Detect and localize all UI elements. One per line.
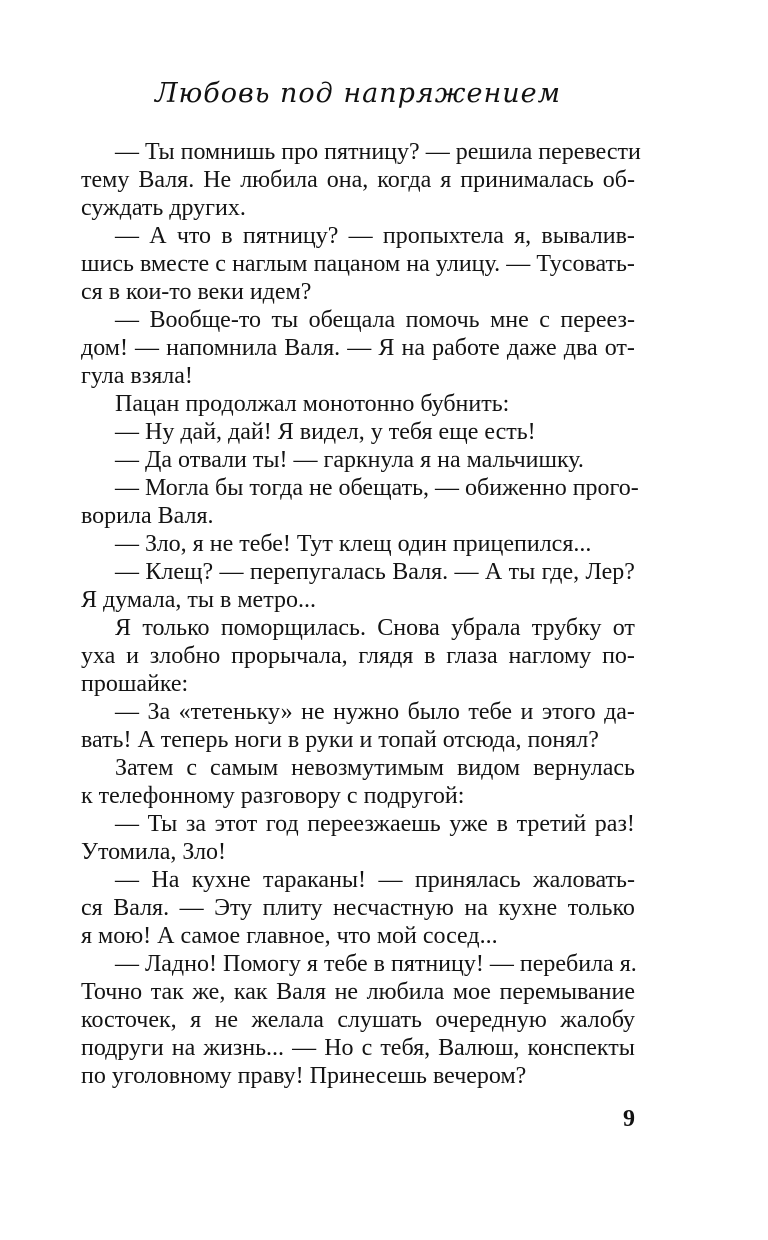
text-line: шись вместе с наглым пацаном на улицу. — Тусовать- [81,251,635,277]
text-line: вать! А теперь ноги в руки и топай отсюда, понял? [81,727,599,753]
text-line: Пацан продолжал монотонно бубнить: [115,391,510,417]
text-line: Я только поморщилась. Снова убрала трубку от [115,615,635,641]
paragraph [81,138,641,222]
paragraph [81,418,635,446]
text-line: — На кухне тараканы! — принялась жаловать- [115,867,635,893]
text-line: — Зло, я не тебе! Тут клещ один прицепился... [115,531,592,557]
text-line: — Могла бы тогда не обещать, — обиженно прого- [115,475,639,501]
text-line: подруги на жизнь... — Но с тебя, Валюш, конспекты [81,1035,635,1061]
text-line: — Ну дай, дай! Я видел, у тебя еще есть! [115,419,536,445]
text-line: прошайке: [81,671,189,697]
paragraph [81,390,635,418]
paragraph [81,474,639,530]
text-line: гула взяла! [81,363,193,389]
text-line: Утомила, Зло! [81,839,227,865]
text-line: Я думала, ты в метро... [81,587,316,613]
paragraph [81,306,635,390]
text-line: — За «тетеньку» не нужно было тебе и этого да- [115,699,635,725]
text-line: — Ты за этот год переезжаешь уже в третий раз! [115,811,635,837]
paragraph [81,866,635,950]
text-line: ся в кои-то веки идем? [81,279,312,305]
paragraph [81,222,635,306]
text-line: — Да отвали ты! — гаркнула я на мальчишку. [115,447,584,473]
text-line: уха и злобно прорычала, глядя в глаза наглому по- [81,643,635,669]
page-text-block [81,138,641,1090]
text-line: Затем с самым невозмутимым видом вернулась [115,755,635,781]
paragraph [81,754,635,810]
paragraph [81,446,635,474]
paragraph [81,810,635,866]
paragraph [81,614,635,698]
text-line: — А что в пятницу? — пропыхтела я, вывалив- [115,223,635,249]
text-line: Точно так же, как Валя не любила мое перемывание [81,979,635,1005]
text-line: косточек, я не желала слушать очередную жалобу [81,1007,635,1033]
text-line: ворила Валя. [81,503,214,529]
text-line: по уголовному праву! Принесешь вечером? [81,1063,527,1089]
text-line: ся Валя. — Эту плиту несчастную на кухне только [81,895,635,921]
text-line: дом! — напомнила Валя. — Я на работе даже два от- [81,335,635,361]
paragraph [81,558,635,614]
paragraph [81,530,635,558]
paragraph [81,698,635,754]
text-line: — Клещ? — перепугалась Валя. — А ты где, Лер? [115,559,635,585]
text-line: тему Валя. Не любила она, когда я принималась об- [81,167,635,193]
page-number: 9 [623,1106,635,1132]
text-line: — Ладно! Помогу я тебе в пятницу! — перебила я. [115,951,637,977]
text-line: — Ты помнишь про пятницу? — решила перевести [115,139,641,165]
running-header: Любовь под напряжением [154,78,561,109]
text-line: суждать других. [81,195,246,221]
paragraph [81,950,635,1090]
text-line: я мою! А самое главное, что мой сосед... [81,923,498,949]
text-line: к телефонному разговору с подругой: [81,783,465,809]
text-line: — Вообще-то ты обещала помочь мне с переез- [115,307,635,333]
